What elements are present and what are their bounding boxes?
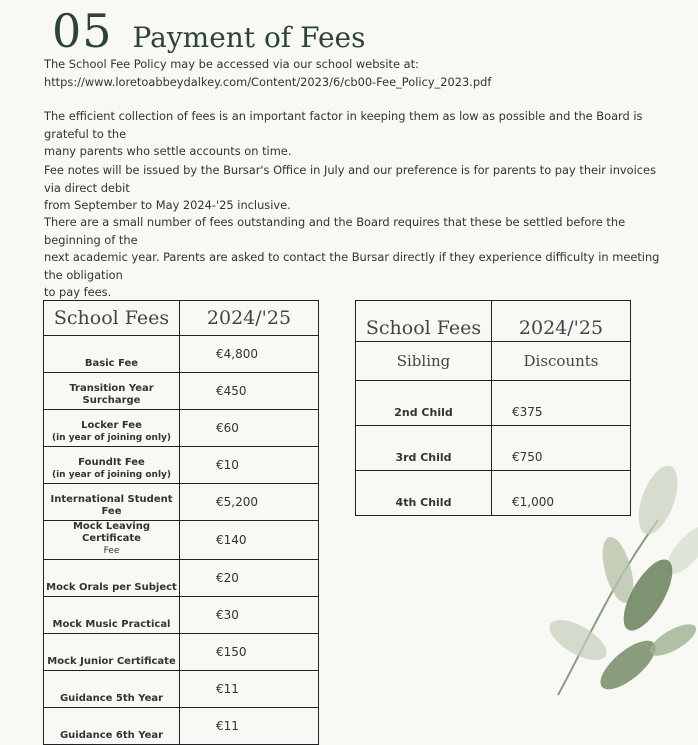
fee-note: Fee (103, 546, 120, 556)
paragraph-fee-notes (44, 162, 674, 215)
paragraph-collection (44, 108, 674, 161)
discount-value: €1,000 (492, 471, 631, 516)
table-row (356, 381, 631, 426)
header-cell: 2024/'25 (492, 301, 631, 342)
child-label: 2nd Child (356, 381, 492, 426)
leaf-decoration-icon (498, 440, 698, 700)
fee-label: Guidance 5th Year (44, 671, 180, 708)
table-row (44, 447, 319, 484)
paragraph-line: from September to May 2024-'25 inclusive. (44, 198, 291, 212)
section-number: 05 (52, 4, 113, 58)
table-row (44, 484, 319, 521)
table-row (44, 671, 319, 708)
fee-label: Mock Leaving Certificate Fee (44, 521, 180, 560)
paragraph-fee-policy (44, 56, 674, 91)
fee-policy-link[interactable]: https://www.loretoabbeydalkey.com/Content/2023/6/cb00-Fee_Policy_2023.pdf (44, 74, 492, 89)
discount-value: €375 (492, 381, 631, 426)
table-row (44, 560, 319, 597)
paragraph-line: There are a small number of fees outstanding and the Board requires that these be settled before the beginning of the (44, 215, 626, 247)
table-row (44, 336, 319, 373)
fee-value: €450 (180, 373, 319, 410)
paragraph-line: many parents who settle accounts on time. (44, 144, 292, 158)
fee-label: Transition Year Surcharge (44, 373, 180, 410)
paragraph-line: next academic year. Parents are asked to contact the Bursar directly if they experience difficulty in meeting the obligation (44, 250, 660, 282)
fee-label: Guidance 6th Year (44, 708, 180, 745)
table-row (44, 708, 319, 745)
table-row (44, 373, 319, 410)
paragraph-line: Fee notes will be issued by the Bursar's Office in July and our preference is for parents to pay their invoices via direct debit (44, 163, 657, 195)
table-row (44, 410, 319, 447)
fee-label: Mock Junior Certificate (44, 634, 180, 671)
table-row (44, 521, 319, 560)
paragraph-line: The School Fee Policy may be accessed via our school website at: (44, 57, 419, 71)
fee-value: €11 (180, 671, 319, 708)
fee-value: €11 (180, 708, 319, 745)
child-label: 4th Child (356, 471, 492, 516)
fee-value: €140 (180, 521, 319, 560)
fee-label: Basic Fee (44, 336, 180, 373)
table-header-row (44, 301, 319, 336)
fee-label: International Student Fee (44, 484, 180, 521)
paragraph-line: to pay fees. (44, 285, 112, 299)
paragraph-outstanding (44, 214, 674, 302)
fee-note: (in year of joining only) (51, 470, 172, 480)
header-cell: School Fees (44, 301, 180, 336)
header-cell: School Fees (356, 301, 492, 342)
fee-value: €60 (180, 410, 319, 447)
header-cell: 2024/'25 (180, 301, 319, 336)
fee-note: (in year of joining only) (51, 433, 172, 443)
fee-value: €150 (180, 634, 319, 671)
fee-label: Mock Orals per Subject (44, 560, 180, 597)
table-row (44, 597, 319, 634)
table-row (44, 634, 319, 671)
school-fees-table (43, 300, 319, 745)
section-title: Payment of Fees (132, 21, 366, 54)
fee-value: €10 (180, 447, 319, 484)
fee-value: €4,800 (180, 336, 319, 373)
table-header-row (356, 301, 631, 342)
paragraph-line: The efficient collection of fees is an important factor in keeping them as low as possible and the Board is grateful to the (44, 109, 643, 141)
fee-label: Locker Fee (in year of joining only) (44, 410, 180, 447)
subheader-cell: Discounts (492, 342, 631, 381)
subheader-cell: Sibling (356, 342, 492, 381)
discount-value: €750 (492, 426, 631, 471)
section-heading (52, 4, 365, 58)
fee-label: FoundIt Fee (in year of joining only) (44, 447, 180, 484)
fee-value: €30 (180, 597, 319, 634)
fee-value: €20 (180, 560, 319, 597)
child-label: 3rd Child (356, 426, 492, 471)
table-subheader-row (356, 342, 631, 381)
fee-label: Mock Music Practical (44, 597, 180, 634)
fee-value: €5,200 (180, 484, 319, 521)
